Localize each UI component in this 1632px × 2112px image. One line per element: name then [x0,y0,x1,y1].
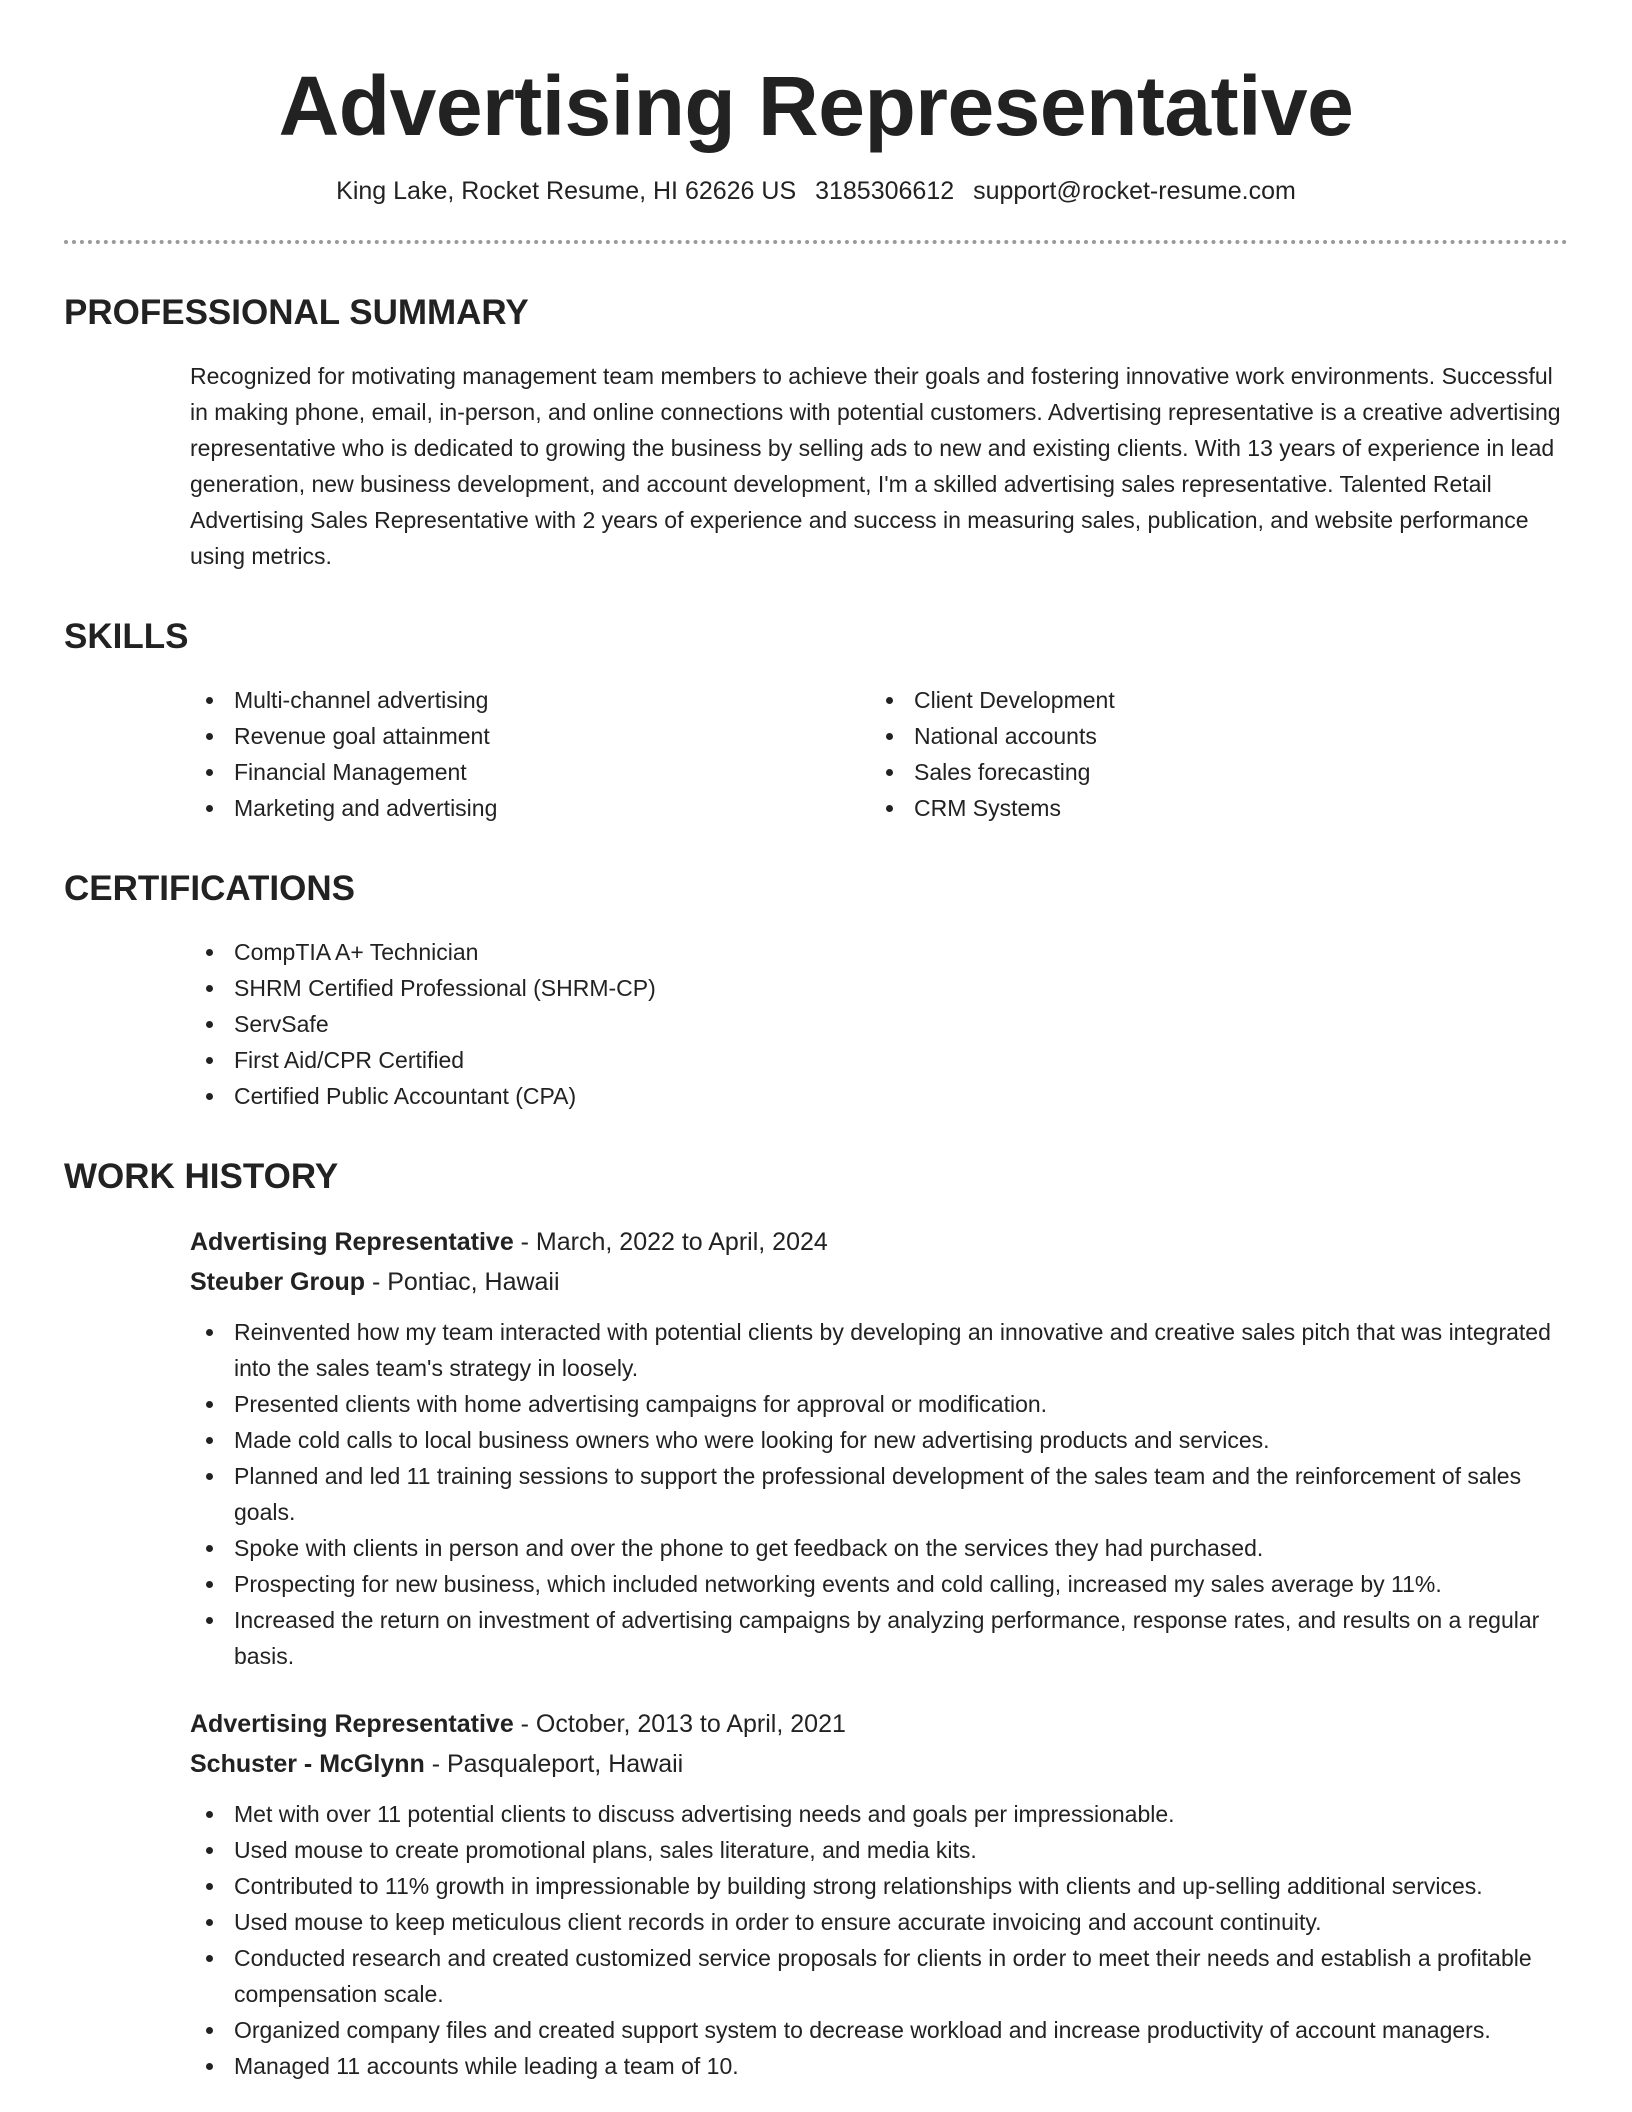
certifications-list [190,934,1568,1114]
summary-section [64,292,1568,574]
skill-item: National accounts [870,718,1550,754]
skill-item: Client Development [870,682,1550,718]
certifications-body [190,934,1568,1114]
job-bullet: Managed 11 accounts while leading a team of 10. [190,2048,1568,2084]
job-bullet: Contributed to 11% growth in impressionable by building strong relationships with clients and up-selling additional services. [190,1868,1568,1904]
job-company: Schuster - McGlynn [190,1750,425,1778]
work-history-section [64,1156,1568,2084]
contact-address: King Lake, Rocket Resume, HI 62626 US [336,177,797,205]
certification-item: SHRM Certified Professional (SHRM-CP) [190,970,1568,1006]
certification-item: ServSafe [190,1006,1568,1042]
skills-section [64,616,1568,826]
job-company: Steuber Group [190,1268,366,1296]
job-bullet: Conducted research and created customized service proposals for clients in order to meet their needs and establish a profitable compensation scale. [190,1940,1568,2012]
contact-line [64,174,1568,208]
job-role: Advertising Representative [190,1710,514,1738]
job-bullet: Reinvented how my team interacted with potential clients by developing an innovative and creative sales pitch that was integrated into the sales team's strategy in loosely. [190,1314,1568,1386]
job-bullet: Met with over 11 potential clients to discuss advertising needs and goals per impressionable. [190,1796,1568,1832]
job-company-line [190,1744,1568,1784]
job-bullet: Organized company files and created support system to decrease workload and increase productivity of account managers. [190,2012,1568,2048]
job-bullet: Used mouse to keep meticulous client records in order to ensure accurate invoicing and account continuity. [190,1904,1568,1940]
certifications-section [64,868,1568,1114]
skills-left-column [190,682,870,826]
job-bullet: Used mouse to create promotional plans, sales literature, and media kits. [190,1832,1568,1868]
job-title-line [190,1222,1568,1262]
job-bullet: Planned and led 11 training sessions to support the professional development of the sales team and the reinforcement of sales goals. [190,1458,1568,1530]
job-dates: - October, 2013 to April, 2021 [513,1710,846,1738]
summary-text: Recognized for motivating management team members to achieve their goals and fostering innovative work environments. Successful in making phone, email, in-person, and online connections with potential customers. Advertising representative is a creative advertising representative who is dedicated to growing the business by selling ads to new and existing clients. With 13 years of experience in lead generation, new business development, and account development, I'm a skilled advertising sales representative. Talented Retail Advertising Sales Representative with 2 years of experience and success in measuring sales, publication, and website performance using metrics. [190,363,1561,569]
certification-item: CompTIA A+ Technician [190,934,1568,970]
section-title-skills: SKILLS [64,617,189,656]
job-location: - Pontiac, Hawaii [365,1268,560,1296]
job-bullet: Made cold calls to local business owners who were looking for new advertising products and services. [190,1422,1568,1458]
work-history-body [190,1222,1568,2084]
job-entry [190,1704,1568,2084]
skill-item: Sales forecasting [870,754,1550,790]
job-role: Advertising Representative [190,1228,514,1256]
resume-header [64,0,1568,208]
certification-item: First Aid/CPR Certified [190,1042,1568,1078]
section-title-summary: PROFESSIONAL SUMMARY [64,293,529,332]
skill-item: Revenue goal attainment [190,718,870,754]
job-dates: - March, 2022 to April, 2024 [513,1228,828,1256]
job-bullets [190,1796,1568,2084]
contact-email: support@rocket-resume.com [973,177,1296,205]
skills-grid [190,682,1568,826]
header-divider [64,240,1568,244]
job-bullet: Presented clients with home advertising campaigns for approval or modification. [190,1386,1568,1422]
job-bullet: Spoke with clients in person and over the phone to get feedback on the services they had purchased. [190,1530,1568,1566]
certification-item: Certified Public Accountant (CPA) [190,1078,1568,1114]
section-title-work-history: WORK HISTORY [64,1157,339,1196]
job-bullets [190,1314,1568,1674]
skills-right-column [870,682,1550,826]
job-location: - Pasqualeport, Hawaii [424,1750,684,1778]
job-bullet: Prospecting for new business, which included networking events and cold calling, increased my sales average by 11%. [190,1566,1568,1602]
section-title-certifications: CERTIFICATIONS [64,869,356,908]
candidate-name: Advertising Representative [278,59,1354,153]
skill-item: CRM Systems [870,790,1550,826]
skill-item: Financial Management [190,754,870,790]
job-bullet: Increased the return on investment of advertising campaigns by analyzing performance, response rates, and results on a regular basis. [190,1602,1568,1674]
job-entry [190,1222,1568,1674]
job-title-line [190,1704,1568,1744]
skill-item: Multi-channel advertising [190,682,870,718]
contact-phone: 3185306612 [815,177,955,205]
job-company-line [190,1262,1568,1302]
skill-item: Marketing and advertising [190,790,870,826]
